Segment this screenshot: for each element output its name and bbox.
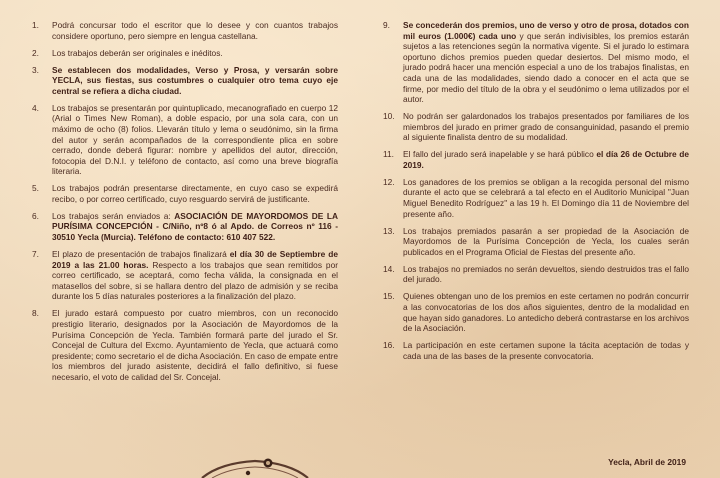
clause-text-bold: Se concederán dos premios, uno de verso y otro de prosa, dotados con mil euros (1.000€) cada uno	[403, 20, 689, 41]
clause-item	[32, 211, 338, 243]
clause-text: No podrán ser galardonados los trabajos presentados por familiares de los miembros del jurado en primer grado de consanguinidad, pasando el premio al siguiente finalista dentro de su modalidad.	[403, 111, 689, 143]
clause-item	[32, 308, 338, 382]
clause-number: 13.	[383, 225, 395, 236]
clause-item	[383, 226, 689, 258]
left-column	[32, 20, 338, 389]
clause-item	[383, 177, 689, 219]
clause-text: La participación en este certamen supone la tácita aceptación de todas y cada una de las bases de la presente convocatoria.	[403, 340, 689, 361]
clause-text: Los trabajos podrán presentarse directamente, en cuyo caso se expedirá recibo, o por correo certificado, cuyo resguardo servirá de justificante.	[52, 183, 338, 204]
clause-text: Los trabajos premiados pasarán a ser propiedad de la Asociación de Mayordomos de la Purísima Concepción de Yecla, los cuales serán publicados en el Programa Oficial de Fiestas del presente año.	[403, 225, 689, 257]
clause-text: Los trabajos deberán ser originales e inéditos.	[52, 47, 223, 58]
signature-date: Yecla, Abril de 2019	[608, 457, 686, 467]
clause-number: 11.	[383, 149, 394, 160]
clause-text: y que serán indivisibles, los premios estarán sujetos a las retenciones según la normativa vigente. Si el jurado lo estimara oportuno dichos premios pueden quedar desiertos. Del mismo modo, el jurado podrá hacer una mención especial a uno de los trabajos finalistas, en cada una de las modalidades, siendo dado a conocer en el acta que se firme, por medio del título de la obra y el seudónimo o lema utilizados por el autor.	[403, 30, 689, 105]
clause-number: 14.	[383, 263, 395, 274]
clause-number: 2.	[32, 47, 39, 58]
right-column	[383, 20, 689, 368]
clause-text: Los trabajos serán enviados a:	[52, 210, 175, 221]
clause-text: Los trabajos no premiados no serán devueltos, siendo destruidos tras el fallo del jurado.	[403, 263, 689, 285]
clause-item	[32, 249, 338, 302]
clause-item	[32, 65, 338, 97]
clause-text: El jurado estará compuesto por cuatro miembros, con un reconocido prestigio literario, designados por la Asociación de Mayordomos de la Purísima Concepción de Yecla. También formará parte del jurado el Sr. Concejal de Cultura del Excmo. Ayuntamiento de Yecla, que actuará como presidente; como secretario el de dicha Asociación. En caso de empate entre los miembros del jurado asistente, decidirá el fallo definitivo, si fuese necesario, el voto de calidad del Sr. Concejal.	[52, 308, 338, 382]
clause-number: 1.	[32, 20, 39, 30]
clause-text: El fallo del jurado será inapelable y se hará público	[403, 149, 597, 160]
clause-number: 4.	[32, 102, 39, 113]
clause-text: Los ganadores de los premios se obligan a la recogida personal del mismo durante el acto que se celebrará a tal efecto en el Auditorio Municipal "Juan Miguel Benedito Rodríguez" a las 19 h. El Domingo día 11 de Noviembre del presente año.	[403, 176, 689, 219]
clause-number: 12.	[383, 176, 395, 187]
clause-item	[383, 291, 689, 333]
clause-item	[32, 183, 338, 204]
clause-item	[383, 20, 689, 105]
clause-item	[32, 103, 338, 177]
ornament-graphic	[200, 455, 310, 478]
clause-item	[383, 340, 689, 361]
clause-item	[32, 48, 338, 59]
clause-number: 10.	[383, 111, 395, 122]
clause-item	[383, 149, 689, 170]
clause-number: 3.	[32, 64, 39, 75]
clause-number: 9.	[383, 20, 390, 30]
clause-text: Los trabajos se presentarán por quintuplicado, mecanografiado en cuerpo 12 (Arial o Times New Roman), a doble espacio, por una sola cara, con un máximo de ocho (8) folios. Llevarán título y lema o seudónimo, sin la firma del autor y serán acompañados de la correspondiente plica en sobre cerrado, donde deberá figurar: nombre y apellidos del autor, dirección, fotocopia del D.N.I. y teléfono de contacto, así como una breve biografía literaria.	[52, 102, 338, 177]
clause-text-bold: Se establecen dos modalidades, Verso y Prosa, y versarán sobre YECLA, sus fiestas, sus costumbres o cualquier otro tema cuyo eje central se refiera a dicha ciudad.	[52, 64, 338, 96]
clause-text-bold: el día 26 de Octubre de 2019.	[403, 149, 689, 170]
clause-text: Respecto a los trabajos que sean remitidos por correo certificado, se aceptará, como fecha válida, la consignada en el matasellos del sobre, si se hallara dentro del plazo de admisión y se reciba durante los 5 días naturales posteriores a la finalización del plazo.	[52, 259, 338, 302]
clause-number: 7.	[32, 249, 39, 260]
clause-text-bold: ASOCIACIÓN DE MAYORDOMOS DE LA PURÍSIMA CONCEPCIÓN - C/Niño, nº8 ó al Apdo. de Correos nº 116 - 30510 Yecla (Murcia). Teléfono de contacto: 610 407 522.	[52, 210, 338, 243]
clause-number: 5.	[32, 183, 39, 194]
clause-number: 6.	[32, 210, 39, 221]
clause-number: 16.	[383, 340, 395, 351]
clause-item	[32, 20, 338, 41]
clause-item	[383, 111, 689, 143]
clause-text: Podrá concursar todo el escritor que lo desee y con cuantos trabajos considere oportuno, pero siempre en lengua castellana.	[52, 20, 338, 41]
clause-text-bold: el día 30 de Septiembre de 2019 a las 21.00 horas.	[52, 249, 338, 270]
clause-number: 15.	[383, 291, 395, 302]
clause-text: Quienes obtengan uno de los premios en este certamen no podrán concurrir a las convocatorias de los dos años siguientes, dentro de la modalidad en que hayan sido ganadores. Lo antedicho deberá contrastarse en los archivos de la Asociación.	[403, 291, 689, 334]
clause-item	[383, 264, 689, 285]
clause-text: El plazo de presentación de trabajos finalizará	[52, 249, 230, 260]
clause-number: 8.	[32, 308, 39, 319]
